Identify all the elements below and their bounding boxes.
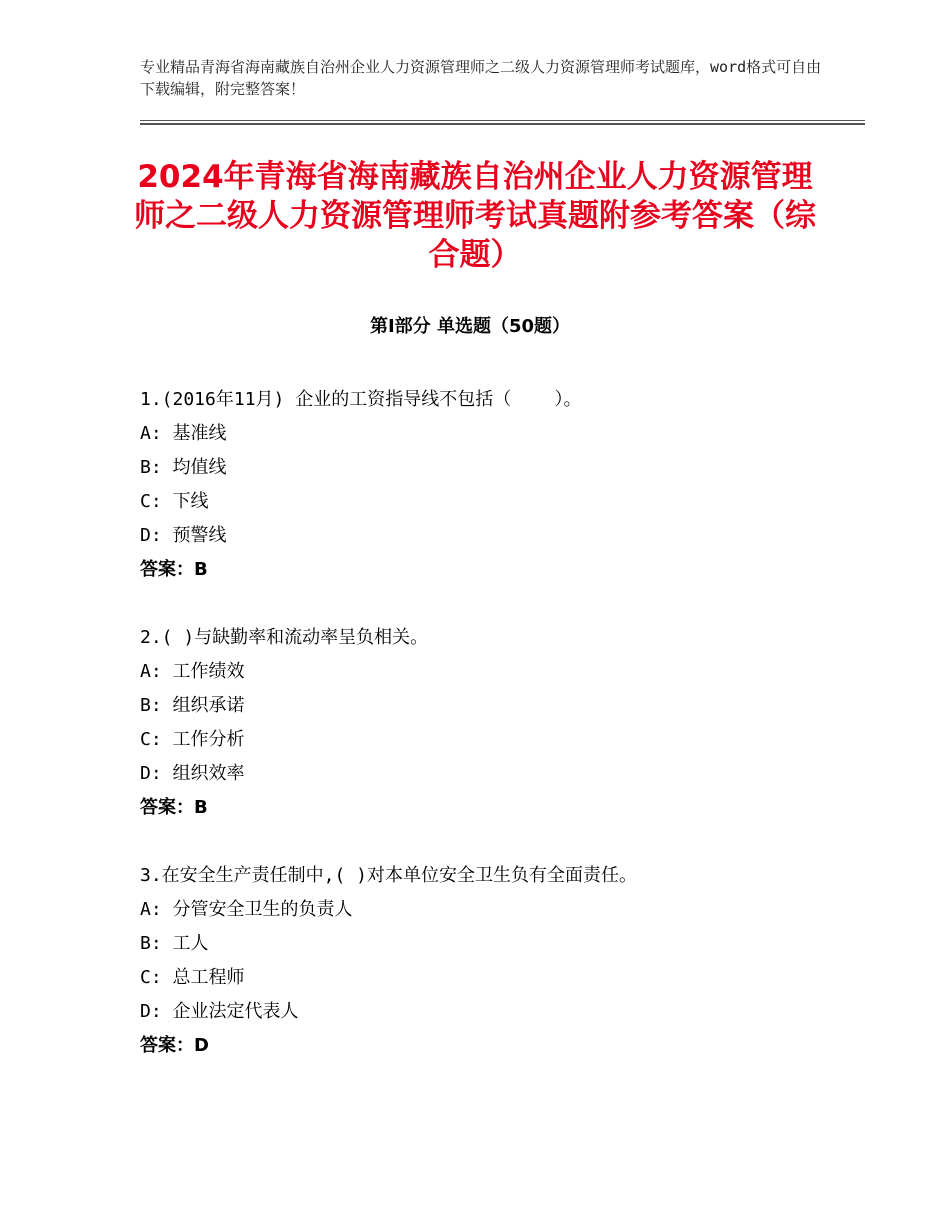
option-a: A: 基准线 [140, 423, 227, 444]
question-answer: 答案：B [140, 559, 208, 580]
option-b: B: 组织承诺 [140, 695, 245, 716]
option-b: B: 均值线 [140, 457, 227, 478]
question-item [140, 383, 840, 587]
header-note: 专业精品青海省海南藏族自治州企业人力资源管理师之二级人力资源管理师考试题库，word格式可自由下载编辑，附完整答案！ [140, 58, 822, 98]
question-answer: 答案：D [140, 1035, 209, 1056]
question-stem: 1.(2016年11月) 企业的工资指导线不包括（ ）。 [140, 389, 582, 410]
header-divider [140, 120, 865, 125]
document-title: 2024年青海省海南藏族自治州企业人力资源管理师之二级人力资源管理师考试真题附参考答案（综合题） [134, 159, 816, 273]
option-c: C: 总工程师 [140, 967, 245, 988]
option-c: C: 下线 [140, 491, 209, 512]
option-b: B: 工人 [140, 933, 209, 954]
question-answer: 答案：B [140, 797, 208, 818]
option-a: A: 工作绩效 [140, 661, 245, 682]
question-list [140, 383, 840, 1097]
option-d: D: 预警线 [140, 525, 227, 546]
option-d: D: 企业法定代表人 [140, 1001, 299, 1022]
question-stem: 3.在安全生产责任制中,( )对本单位安全卫生负有全面责任。 [140, 865, 638, 886]
question-item [140, 859, 840, 1063]
question-item [140, 621, 840, 825]
question-stem: 2.( )与缺勤率和流动率呈负相关。 [140, 627, 429, 648]
option-d: D: 组织效率 [140, 763, 245, 784]
option-c: C: 工作分析 [140, 729, 245, 750]
section-title: 第Ⅰ部分 单选题（50题） [369, 316, 570, 337]
option-a: A: 分管安全卫生的负责人 [140, 899, 353, 920]
